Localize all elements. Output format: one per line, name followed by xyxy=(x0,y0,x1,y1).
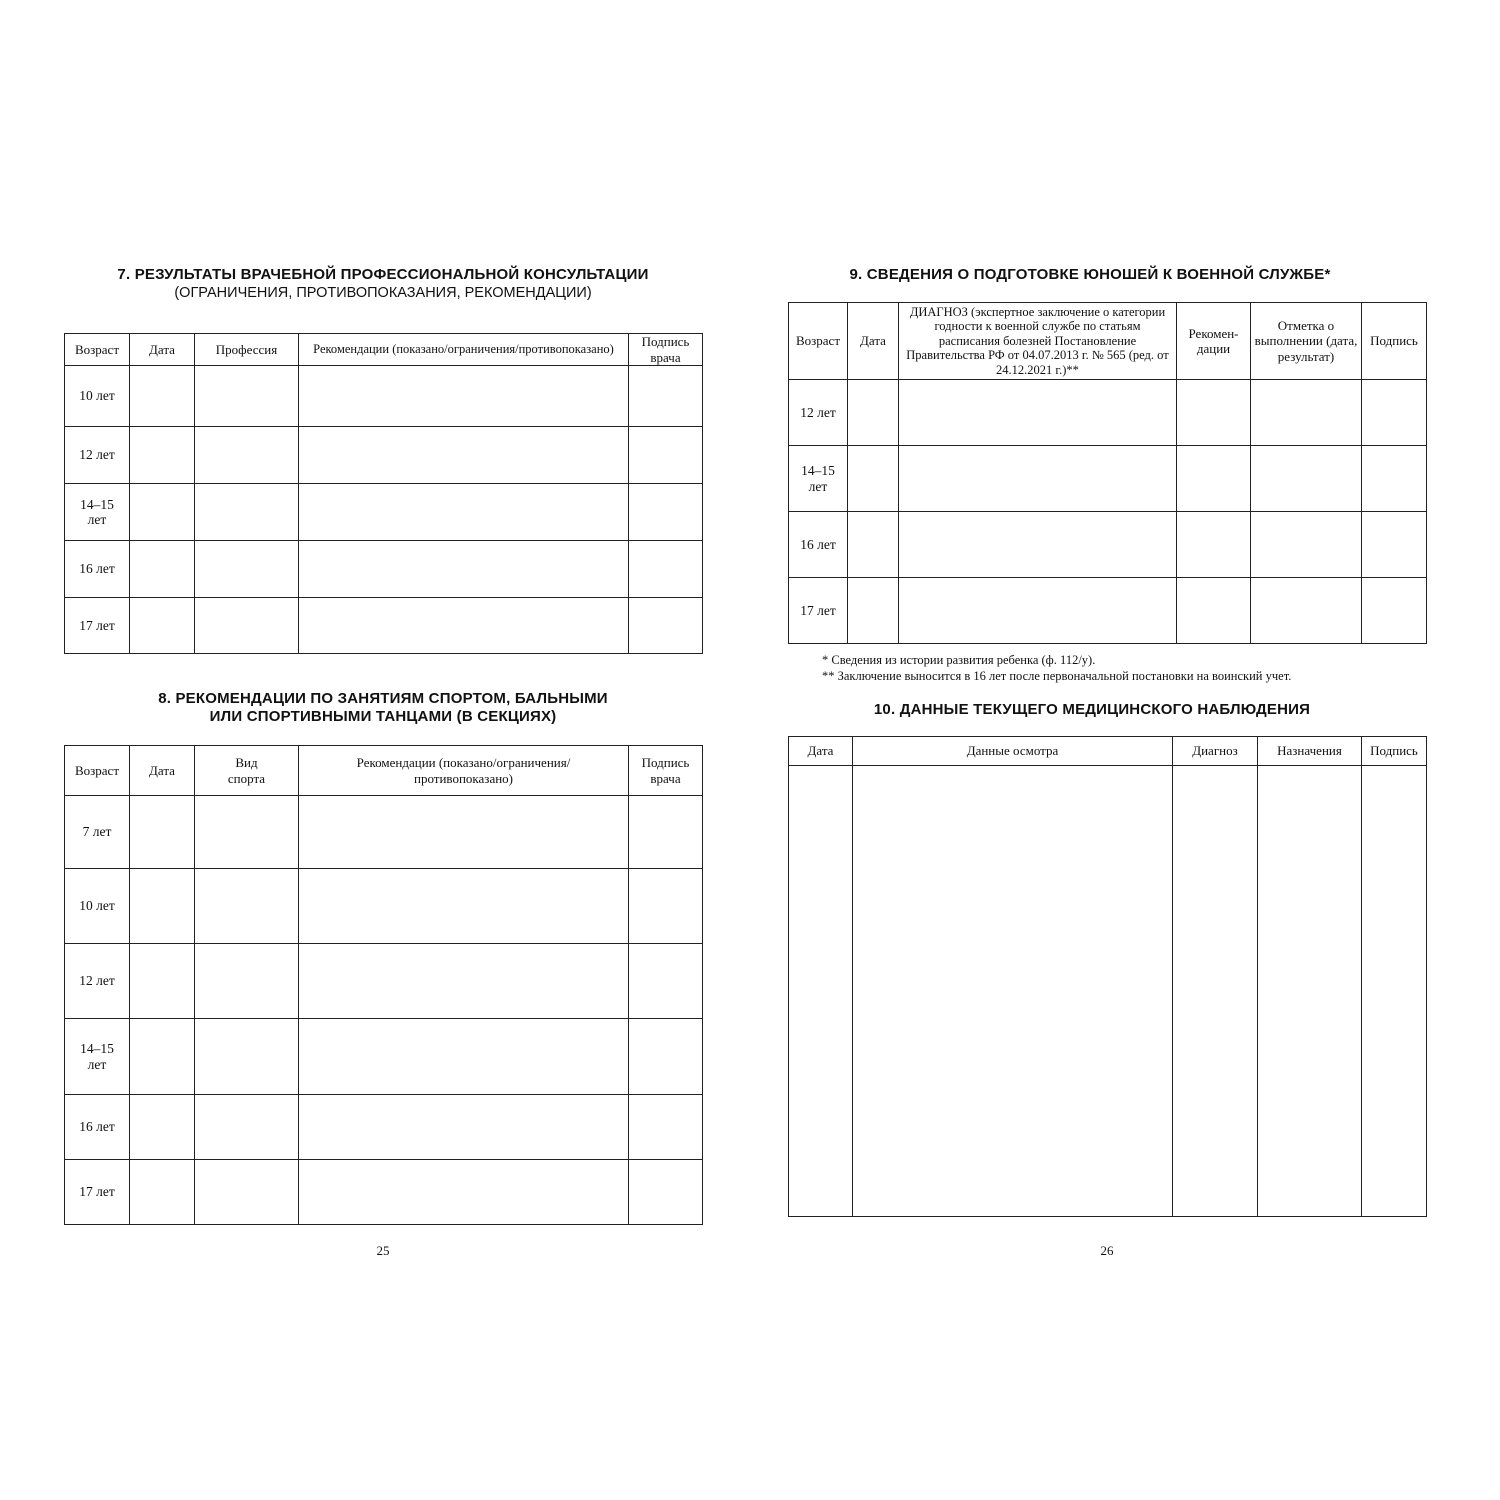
signature-field[interactable] xyxy=(629,427,703,484)
signature-field[interactable] xyxy=(629,796,703,869)
recommendations-field[interactable] xyxy=(299,366,629,427)
table-row xyxy=(65,1095,703,1160)
date-field[interactable] xyxy=(848,380,899,446)
sport-field[interactable] xyxy=(195,1019,299,1095)
age-cell: 14–15 лет xyxy=(65,1019,130,1095)
header-exam-data: Данные осмотра xyxy=(853,737,1173,766)
header-signature: Подпись xyxy=(1362,303,1427,380)
age-cell: 14–15 лет xyxy=(65,484,130,541)
recommendations-field[interactable] xyxy=(299,869,629,944)
recommendations-field[interactable] xyxy=(299,944,629,1019)
section8-title-line1: 8. РЕКОМЕНДАЦИИ ПО ЗАНЯТИЯМ СПОРТОМ, БАЛЬНЫМИ xyxy=(158,690,608,707)
age-cell: 16 лет xyxy=(789,512,848,578)
signature-field[interactable] xyxy=(629,598,703,654)
section10-title: 10. ДАННЫЕ ТЕКУЩЕГО МЕДИЦИНСКОГО НАБЛЮДЕНИЯ xyxy=(873,701,1311,718)
recommendations-field[interactable] xyxy=(1177,578,1251,644)
sport-field[interactable] xyxy=(195,1095,299,1160)
exam-data-field[interactable] xyxy=(853,766,1173,1217)
recommendations-field[interactable] xyxy=(299,541,629,598)
page-number-left: 25 xyxy=(376,1243,390,1258)
completion-field[interactable] xyxy=(1251,380,1362,446)
age-cell: 12 лет xyxy=(789,380,848,446)
date-field[interactable] xyxy=(130,1095,195,1160)
date-field[interactable] xyxy=(848,446,899,512)
age-cell: 10 лет xyxy=(65,366,130,427)
table-header-row xyxy=(789,303,1427,380)
header-recommendations: Рекомендации (показано/ограничения/противопоказано) xyxy=(299,746,629,796)
age-cell: 17 лет xyxy=(65,598,130,654)
profession-field[interactable] xyxy=(195,366,299,427)
prescriptions-field[interactable] xyxy=(1258,766,1362,1217)
section8-table xyxy=(64,745,703,1225)
profession-field[interactable] xyxy=(195,598,299,654)
header-signature: Подпись врача xyxy=(629,334,703,366)
recommendations-field[interactable] xyxy=(299,1095,629,1160)
signature-field[interactable] xyxy=(629,366,703,427)
age-cell: 12 лет xyxy=(65,944,130,1019)
age-cell: 7 лет xyxy=(65,796,130,869)
header-diagnosis: ДИАГНОЗ (экспертное заключение о категории годности к военной службе по статьям расписания болезней Постановление Правительства РФ от 04.07.2013 г. № 565 (ред. от 24.12.2021 г.)** xyxy=(899,303,1177,380)
header-signature: Подпись xyxy=(1362,737,1427,766)
table-row xyxy=(65,484,703,541)
diagnosis-field[interactable] xyxy=(899,512,1177,578)
header-age: Возраст xyxy=(65,334,130,366)
right-page xyxy=(788,266,1426,1217)
section9-table xyxy=(788,302,1427,644)
profession-field[interactable] xyxy=(195,541,299,598)
profession-field[interactable] xyxy=(195,427,299,484)
header-age: Возраст xyxy=(789,303,848,380)
header-completion-mark: Отметка о выполнении (дата, результат) xyxy=(1251,303,1362,380)
date-field[interactable] xyxy=(848,578,899,644)
header-date: Дата xyxy=(130,746,195,796)
recommendations-field[interactable] xyxy=(299,1019,629,1095)
signature-field[interactable] xyxy=(629,869,703,944)
date-field[interactable] xyxy=(789,766,853,1217)
sport-field[interactable] xyxy=(195,944,299,1019)
recommendations-field[interactable] xyxy=(1177,446,1251,512)
signature-field[interactable] xyxy=(629,1019,703,1095)
recommendations-field[interactable] xyxy=(299,427,629,484)
header-date: Дата xyxy=(848,303,899,380)
left-page xyxy=(64,266,702,1225)
date-field[interactable] xyxy=(130,796,195,869)
recommendations-field[interactable] xyxy=(299,598,629,654)
diagnosis-field[interactable] xyxy=(899,380,1177,446)
signature-field[interactable] xyxy=(629,944,703,1019)
date-field[interactable] xyxy=(848,512,899,578)
table-row xyxy=(789,446,1427,512)
table-row xyxy=(65,944,703,1019)
table-row xyxy=(789,578,1427,644)
recommendations-field[interactable] xyxy=(1177,512,1251,578)
header-diagnosis: Диагноз xyxy=(1173,737,1258,766)
date-field[interactable] xyxy=(130,869,195,944)
signature-field[interactable] xyxy=(1362,446,1427,512)
completion-field[interactable] xyxy=(1251,578,1362,644)
signature-field[interactable] xyxy=(629,1095,703,1160)
recommendations-field[interactable] xyxy=(1177,380,1251,446)
header-age: Возраст xyxy=(65,746,130,796)
section9-title: 9. СВЕДЕНИЯ О ПОДГОТОВКЕ ЮНОШЕЙ К ВОЕННОЙ СЛУЖБЕ* xyxy=(849,266,1331,283)
age-cell: 14–15 лет xyxy=(789,446,848,512)
table-row xyxy=(789,380,1427,446)
header-recommendations: Рекомендации (показано/ограничения/противопоказано) xyxy=(299,334,629,366)
diagnosis-field[interactable] xyxy=(899,446,1177,512)
date-field[interactable] xyxy=(130,484,195,541)
table-row xyxy=(65,869,703,944)
age-cell: 17 лет xyxy=(789,578,848,644)
footnote-2: ** Заключение выносится в 16 лет после первоначальной постановки на воинский учет. xyxy=(822,669,1292,683)
header-date: Дата xyxy=(789,737,853,766)
table-row xyxy=(65,366,703,427)
table-row xyxy=(65,1019,703,1095)
section7-title: 7. РЕЗУЛЬТАТЫ ВРАЧЕБНОЙ ПРОФЕССИОНАЛЬНОЙ КОНСУЛЬТАЦИИ xyxy=(117,266,649,283)
age-cell: 17 лет xyxy=(65,1160,130,1225)
date-field[interactable] xyxy=(130,366,195,427)
recommendations-field[interactable] xyxy=(299,484,629,541)
recommendations-field[interactable] xyxy=(299,1160,629,1225)
section7-table xyxy=(64,333,703,654)
signature-field[interactable] xyxy=(629,541,703,598)
section8-title-line2: ИЛИ СПОРТИВНЫМИ ТАНЦАМИ (В СЕКЦИЯХ) xyxy=(209,708,557,725)
signature-field[interactable] xyxy=(1362,766,1427,1217)
section7-subtitle: (ОГРАНИЧЕНИЯ, ПРОТИВОПОКАЗАНИЯ, РЕКОМЕНДАЦИИ) xyxy=(174,285,592,301)
signature-field[interactable] xyxy=(1362,380,1427,446)
page-number-right: 26 xyxy=(1100,1243,1114,1258)
header-recommendations: Рекомен- дации xyxy=(1177,303,1251,380)
header-sport-type: Вид спорта xyxy=(195,746,299,796)
sport-field[interactable] xyxy=(195,869,299,944)
date-field[interactable] xyxy=(130,944,195,1019)
recommendations-field[interactable] xyxy=(299,796,629,869)
signature-field[interactable] xyxy=(1362,578,1427,644)
completion-field[interactable] xyxy=(1251,512,1362,578)
header-profession: Профессия xyxy=(195,334,299,366)
age-cell: 12 лет xyxy=(65,427,130,484)
diagnosis-field[interactable] xyxy=(899,578,1177,644)
date-field[interactable] xyxy=(130,1160,195,1225)
date-field[interactable] xyxy=(130,427,195,484)
sport-field[interactable] xyxy=(195,796,299,869)
header-signature: Подпись врача xyxy=(629,746,703,796)
completion-field[interactable] xyxy=(1251,446,1362,512)
date-field[interactable] xyxy=(130,1019,195,1095)
table-row xyxy=(65,598,703,654)
footnote-1: * Сведения из истории развития ребенка (ф. 112/у). xyxy=(822,653,1096,667)
table-header-row xyxy=(789,737,1427,766)
age-cell: 10 лет xyxy=(65,869,130,944)
date-field[interactable] xyxy=(130,598,195,654)
age-cell: 16 лет xyxy=(65,541,130,598)
table-header-row xyxy=(65,334,703,366)
table-row xyxy=(65,427,703,484)
profession-field[interactable] xyxy=(195,484,299,541)
table-row xyxy=(789,766,1427,1217)
date-field[interactable] xyxy=(130,541,195,598)
table-row xyxy=(65,796,703,869)
age-cell: 16 лет xyxy=(65,1095,130,1160)
signature-field[interactable] xyxy=(629,484,703,541)
signature-field[interactable] xyxy=(629,1160,703,1225)
table-row xyxy=(789,512,1427,578)
sport-field[interactable] xyxy=(195,1160,299,1225)
header-prescriptions: Назначения xyxy=(1258,737,1362,766)
table-row xyxy=(65,541,703,598)
signature-field[interactable] xyxy=(1362,512,1427,578)
header-date: Дата xyxy=(130,334,195,366)
table-row xyxy=(65,1160,703,1225)
table-header-row xyxy=(65,746,703,796)
section10-table xyxy=(788,736,1427,1217)
diagnosis-field[interactable] xyxy=(1173,766,1258,1217)
